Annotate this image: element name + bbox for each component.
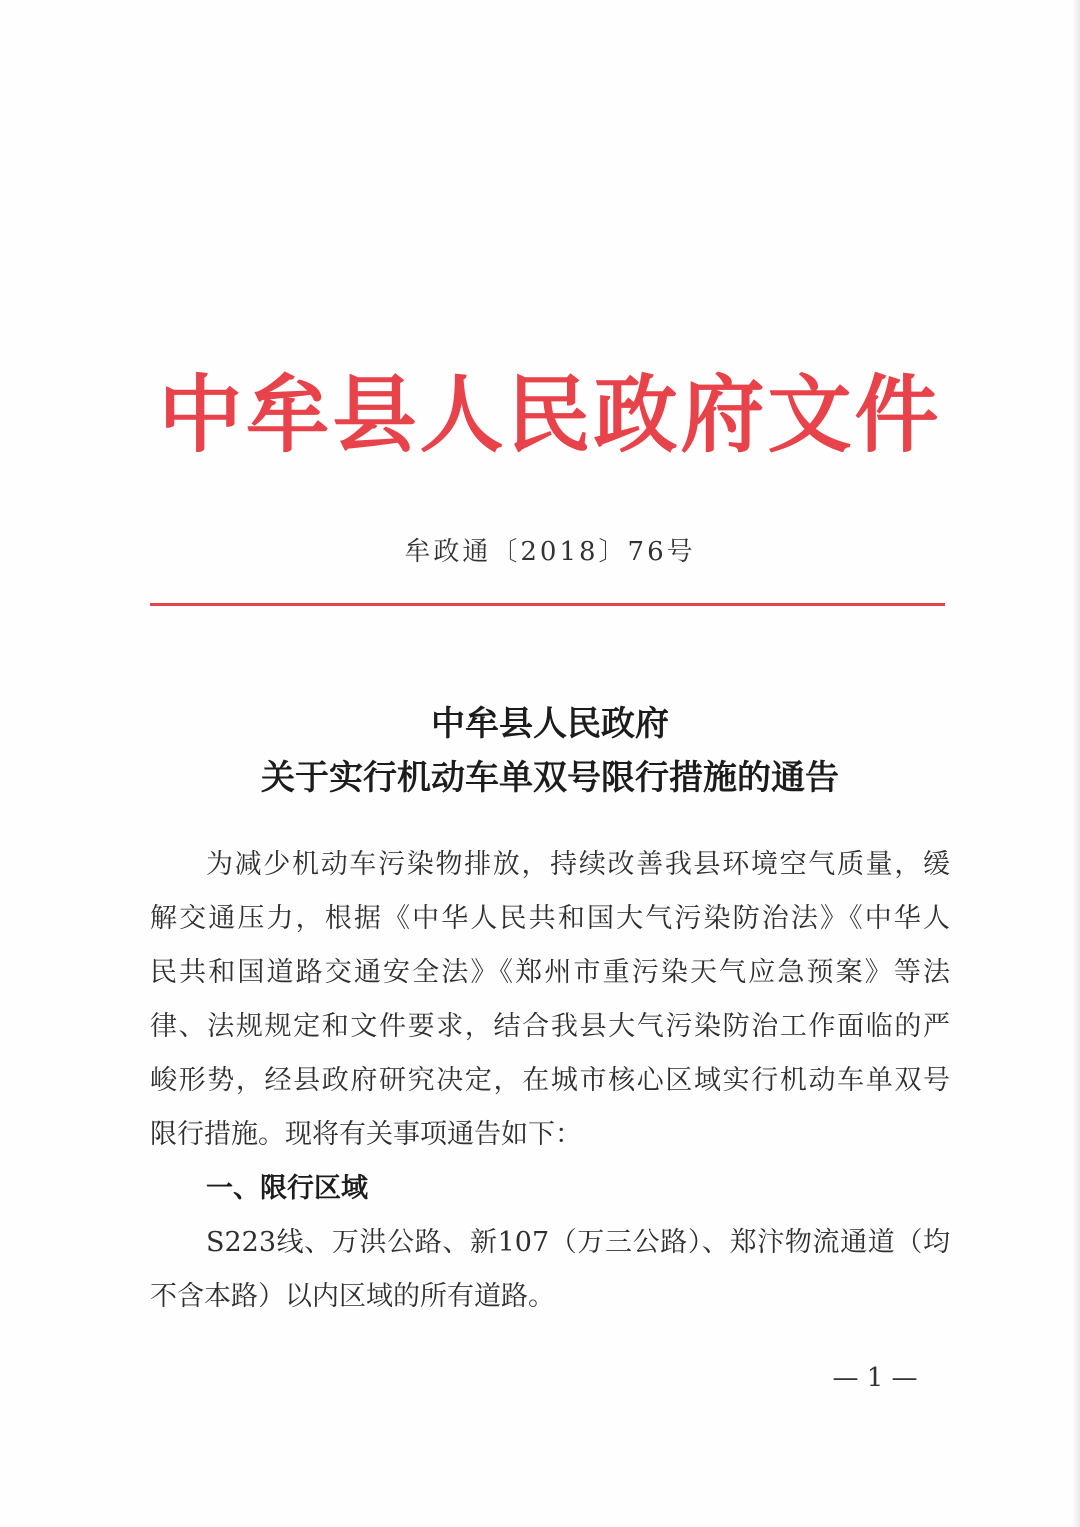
- document-number: 牟政通〔2018〕76号: [404, 537, 696, 567]
- paragraph-line: 限行措施。现将有关事项通告如下：: [150, 1119, 582, 1150]
- section-line: S223线、万洪公路、新107（万三公路）、郑汴物流通道（均: [206, 1227, 950, 1258]
- paragraph-line: 峻形势，经县政府研究决定，在城市核心区域实行机动车单双号: [150, 1065, 950, 1096]
- red-divider-line: [150, 603, 945, 606]
- title-line-2: 关于实行机动车单双号限行措施的通告: [261, 758, 839, 798]
- paragraph-line: 民共和国道路交通安全法》《郑州市重污染天气应急预案》等法: [150, 957, 950, 988]
- page-edge-shadow: [1072, 0, 1080, 1527]
- paragraph-line: 解交通压力，根据《中华人民共和国大气污染防治法》《中华人: [150, 903, 950, 934]
- paragraph-line: 律、法规规定和文件要求，结合我县大气污染防治工作面临的严: [150, 1011, 950, 1042]
- title-line-1: 中牟县人民政府: [431, 704, 669, 744]
- section-line: 不含本路）以内区域的所有道路。: [150, 1281, 555, 1312]
- page-number: — 1 —: [832, 1363, 918, 1393]
- issuer-header: 中牟县人民政府文件: [158, 365, 942, 464]
- paragraph-line: 为减少机动车污染物排放，持续改善我县环境空气质量，缓: [206, 849, 950, 880]
- section-heading: 一、限行区域: [206, 1173, 368, 1204]
